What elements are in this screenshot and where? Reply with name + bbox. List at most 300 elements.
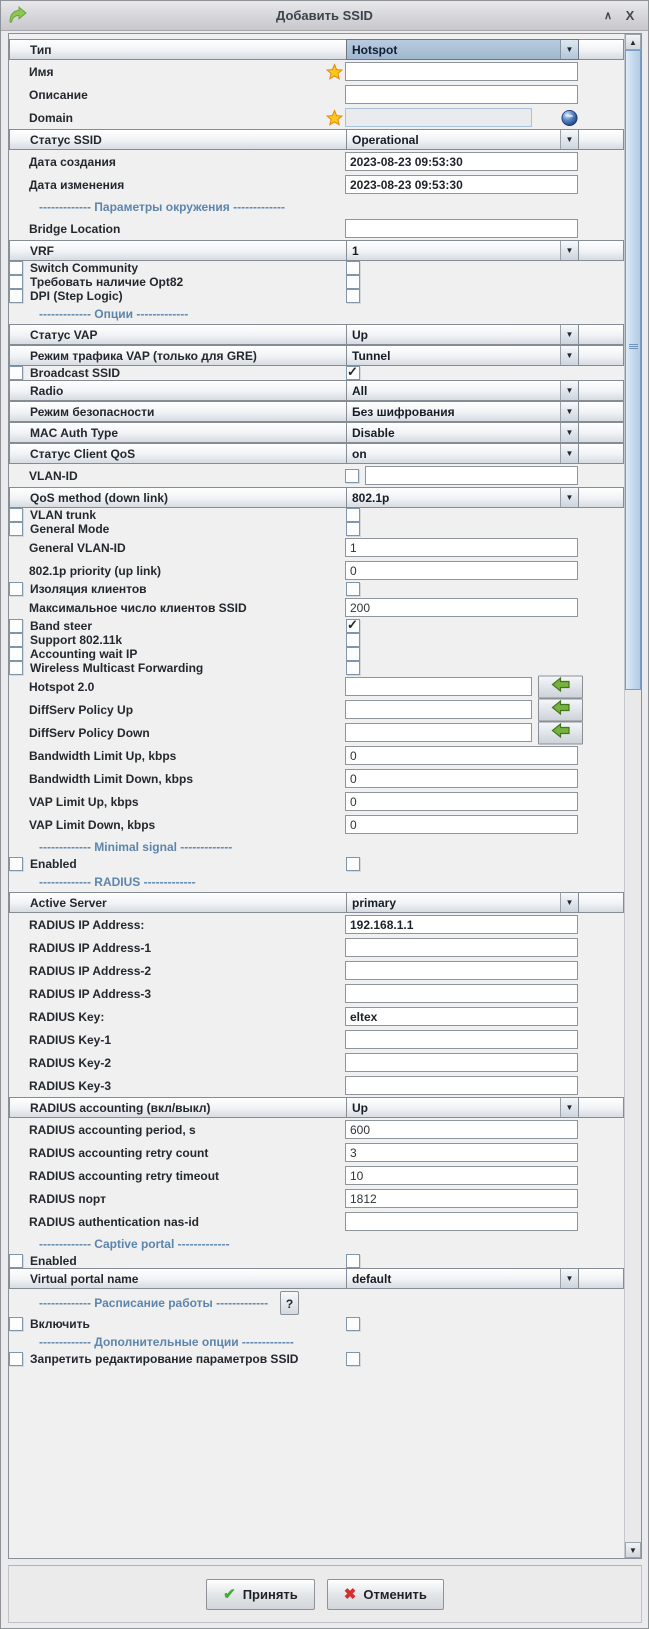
form-row: [9, 217, 624, 240]
text-input[interactable]: [345, 961, 578, 980]
scrollbar-thumb[interactable]: [625, 50, 641, 690]
field-label: Broadcast SSID: [30, 366, 121, 380]
section-header: ------------- Дополнительные опции -------------: [39, 1334, 294, 1349]
form-row: [9, 261, 139, 275]
check-icon: ✔: [223, 1586, 236, 1603]
close-icon[interactable]: X: [625, 8, 635, 23]
form-row: [9, 617, 358, 633]
text-input[interactable]: [345, 175, 578, 194]
form-row: [9, 536, 624, 559]
field-label: Enabled: [30, 1254, 77, 1268]
form-row: [9, 582, 147, 596]
checkbox[interactable]: [345, 469, 359, 483]
form-row: [9, 83, 624, 106]
field-area: [345, 767, 578, 790]
field-label: 802.1p priority (up link): [29, 563, 162, 578]
section-header: ------------- Расписание работы -------------: [39, 1296, 269, 1310]
field-area: [345, 813, 578, 836]
dropdown[interactable]: [346, 443, 579, 464]
text-input-value: 0: [350, 817, 357, 832]
text-input-value: 10: [350, 1168, 364, 1183]
form-row: [9, 1210, 624, 1233]
field-label: RADIUS IP Address-2: [29, 963, 152, 978]
form-row: [9, 443, 624, 464]
text-input[interactable]: [345, 1143, 578, 1162]
chevron-down-icon[interactable]: ▼: [560, 381, 578, 400]
form-row: [9, 60, 624, 83]
text-input-value: 3: [350, 1145, 357, 1160]
field-area: [345, 150, 578, 173]
checkbox[interactable]: [346, 508, 360, 522]
field-label: RADIUS IP Address:: [29, 917, 145, 932]
field-label: RADIUS accounting period, s: [29, 1122, 196, 1137]
field-area: [346, 130, 579, 149]
field-area: [345, 596, 578, 619]
field-area: [346, 1353, 579, 1365]
form-row: [9, 1187, 624, 1210]
form-row: [9, 240, 624, 261]
text-input[interactable]: [345, 108, 532, 127]
text-input[interactable]: [345, 1053, 578, 1072]
dropdown[interactable]: [346, 487, 579, 508]
text-input[interactable]: [345, 598, 578, 617]
dropdown-value: primary: [352, 895, 397, 910]
field-label: VRF: [30, 243, 54, 258]
field-label: DiffServ Policy Down: [29, 725, 150, 740]
dialog-titlebar: [1, 1, 648, 31]
dropdown-value: Без шифрования: [352, 404, 455, 419]
field-label: Accounting wait IP: [30, 647, 138, 661]
field-area: [346, 402, 579, 421]
text-input-value: 600: [350, 1122, 371, 1137]
field-area: [346, 523, 579, 535]
form-row: [9, 106, 624, 129]
field-label: RADIUS Key-2: [29, 1055, 112, 1070]
field-label: RADIUS authentication nas-id: [29, 1214, 200, 1229]
form-row: [9, 647, 138, 661]
form-row: [9, 1005, 624, 1028]
field-area: [346, 583, 579, 595]
form-row: [9, 150, 624, 173]
field-label: RADIUS Key-3: [29, 1078, 112, 1093]
text-input[interactable]: [345, 561, 578, 580]
form-row: [9, 1352, 299, 1366]
section-header: ------------- Minimal signal -------------: [39, 839, 233, 854]
field-area: [345, 60, 578, 83]
form-row: [9, 1164, 624, 1187]
field-label: RADIUS IP Address-3: [29, 986, 152, 1001]
section-header: ------------- Параметры окружения -------------: [39, 199, 286, 214]
field-label: Режим трафика VAP (только для GRE): [30, 348, 257, 363]
field-label: VAP Limit Down, kbps: [29, 817, 156, 832]
field-area: [345, 536, 578, 559]
field-label: VLAN trunk: [30, 508, 96, 522]
text-input[interactable]: [365, 466, 578, 485]
dropdown-value: Disable: [352, 425, 395, 440]
field-label: VAP Limit Up, kbps: [29, 794, 139, 809]
cancel-button-label: Отменить: [363, 1586, 427, 1602]
field-area: [346, 858, 579, 870]
field-area: [346, 444, 579, 463]
field-label: General Mode: [30, 522, 110, 536]
field-area: [345, 936, 578, 959]
text-input-value: 0: [350, 771, 357, 786]
help-button[interactable]: ?: [280, 1291, 299, 1315]
field-label: Статус VAP: [30, 327, 98, 342]
chevron-down-icon[interactable]: ▼: [560, 241, 578, 260]
checkbox[interactable]: [346, 1352, 360, 1366]
field-label: Active Server: [30, 895, 107, 910]
scroll-up-icon[interactable]: ▲: [625, 34, 641, 50]
field-label: DiffServ Policy Up: [29, 702, 134, 717]
text-input-value: 1812: [350, 1191, 377, 1206]
text-input[interactable]: [345, 746, 578, 765]
text-input-value: 2023-08-23 09:53:30: [350, 154, 463, 169]
form-row: [9, 1289, 624, 1317]
text-input-value: eltex: [350, 1009, 378, 1024]
field-label: Требовать наличие Opt82: [30, 275, 184, 289]
form-row: [9, 289, 123, 303]
footer-bar: [8, 1565, 642, 1623]
form-row: [9, 813, 624, 836]
checkbox[interactable]: [346, 619, 360, 633]
dropdown[interactable]: [346, 401, 579, 422]
field-area: [346, 364, 579, 379]
form-row: [9, 345, 624, 366]
dropdown[interactable]: [346, 422, 579, 443]
text-input[interactable]: [345, 1076, 578, 1095]
field-area: [345, 559, 578, 582]
text-input-value: 2023-08-23 09:53:30: [350, 177, 463, 192]
text-input[interactable]: [345, 915, 578, 934]
form-row: [9, 364, 358, 380]
chevron-down-icon[interactable]: ▼: [560, 893, 578, 912]
field-area: [346, 325, 579, 344]
text-input[interactable]: [345, 85, 578, 104]
checkbox[interactable]: [346, 633, 360, 647]
field-area: [345, 1028, 578, 1051]
form-row: [9, 661, 204, 675]
checkmark-icon: ✓: [347, 617, 358, 632]
field-area: [345, 1210, 578, 1233]
text-input-value: 0: [350, 563, 357, 578]
field-label: QoS method (down link): [30, 490, 168, 505]
field-label: Enabled: [30, 857, 77, 871]
text-input-value: 200: [350, 600, 371, 615]
field-label: Имя: [29, 64, 54, 79]
text-input[interactable]: [345, 723, 532, 742]
text-input[interactable]: [345, 538, 578, 557]
text-input[interactable]: [345, 152, 578, 171]
form-row: [9, 892, 624, 913]
pick-value-button[interactable]: [538, 698, 583, 721]
section-header: ------------- RADIUS -------------: [39, 874, 196, 889]
field-area: [345, 698, 578, 721]
field-label: Максимальное число клиентов SSID: [29, 600, 247, 615]
field-label: Hotspot 2.0: [29, 679, 95, 694]
chevron-down-icon[interactable]: ▼: [560, 346, 578, 365]
field-area: [346, 40, 579, 59]
chevron-down-icon[interactable]: ▼: [560, 488, 578, 507]
ssid-form: [9, 34, 624, 1366]
text-input[interactable]: [345, 1030, 578, 1049]
field-area: [346, 346, 579, 365]
field-area: [345, 982, 578, 1005]
field-area: [345, 959, 578, 982]
dropdown[interactable]: [346, 39, 579, 60]
dropdown[interactable]: [346, 892, 579, 913]
field-label: Bridge Location: [29, 221, 121, 236]
text-input[interactable]: [345, 62, 578, 81]
dropdown-value: Tunnel: [352, 348, 391, 363]
text-input[interactable]: [345, 700, 532, 719]
field-label: RADIUS IP Address-1: [29, 940, 152, 955]
accept-button[interactable]: [206, 1579, 315, 1610]
field-label: RADIUS Key-1: [29, 1032, 112, 1047]
form-row: [9, 836, 624, 857]
checkbox[interactable]: [346, 261, 360, 275]
chevron-down-icon[interactable]: ▼: [560, 423, 578, 442]
text-input[interactable]: [345, 1189, 578, 1208]
vertical-scrollbar[interactable]: [624, 34, 641, 1558]
chevron-down-icon[interactable]: ▼: [560, 130, 578, 149]
checkbox[interactable]: [346, 661, 360, 675]
accept-button-label: Принять: [242, 1586, 298, 1602]
collapse-icon[interactable]: ∧: [603, 10, 613, 22]
section-header: ------------- Captive portal -------------: [39, 1236, 230, 1251]
dropdown[interactable]: [346, 380, 579, 401]
pick-value-button[interactable]: [538, 675, 583, 698]
text-input[interactable]: [345, 1212, 578, 1231]
field-area: [345, 675, 578, 698]
green-left-arrow-icon: [551, 676, 571, 697]
field-area: [346, 241, 579, 260]
field-area: [346, 1098, 579, 1117]
dropdown-value: Up: [352, 1100, 368, 1115]
form-row: [9, 767, 624, 790]
form-row: [9, 129, 624, 150]
form-row: [9, 1028, 624, 1051]
dropdown-value: Up: [352, 327, 368, 342]
dropdown[interactable]: [346, 345, 579, 366]
field-area: [346, 262, 579, 274]
cross-icon: ✖: [343, 1586, 357, 1603]
field-label: RADIUS Key:: [29, 1009, 105, 1024]
form-row: [9, 559, 624, 582]
field-area: [346, 634, 579, 646]
checkbox[interactable]: [346, 289, 360, 303]
form-row: [9, 1233, 624, 1254]
cancel-button[interactable]: [327, 1579, 444, 1610]
field-area: [346, 1269, 579, 1288]
checkbox[interactable]: [346, 1254, 360, 1268]
field-label: Запретить редактирование параметров SSID: [30, 1352, 299, 1366]
scrollbar-grip: [629, 344, 638, 350]
field-label: Bandwidth Limit Up, kbps: [29, 748, 177, 763]
section-header: ------------- Опции -------------: [39, 306, 189, 321]
field-label: Wireless Multicast Forwarding: [30, 661, 204, 675]
text-input[interactable]: [345, 1007, 578, 1026]
checkbox[interactable]: [346, 366, 360, 380]
form-row: [9, 39, 624, 60]
checkbox[interactable]: [346, 275, 360, 289]
field-label: Дата изменения: [29, 177, 125, 192]
dropdown[interactable]: [346, 324, 579, 345]
text-input-value: 192.168.1.1: [350, 917, 414, 932]
field-area: [346, 276, 579, 288]
form-row: [9, 487, 624, 508]
dropdown-value: default: [352, 1271, 392, 1286]
field-label: Дата создания: [29, 154, 116, 169]
chevron-down-icon[interactable]: ▼: [560, 325, 578, 344]
chevron-down-icon[interactable]: ▼: [560, 444, 578, 463]
field-label: Описание: [29, 87, 88, 102]
field-area: [345, 1051, 578, 1074]
text-input-value: 1: [350, 540, 357, 555]
field-area: [345, 173, 578, 196]
field-area: [345, 744, 578, 767]
field-label: Support 802.11k: [30, 633, 123, 647]
checkbox[interactable]: [346, 1317, 360, 1331]
field-label: RADIUS порт: [29, 1191, 106, 1206]
field-label: RADIUS accounting (вкл/выкл): [30, 1100, 211, 1115]
form-row: [9, 275, 184, 289]
field-area: [346, 290, 579, 302]
form-row: [9, 913, 624, 936]
field-label: Domain: [29, 110, 74, 125]
chevron-down-icon[interactable]: ▼: [560, 1098, 578, 1117]
form-row: [9, 1141, 624, 1164]
text-input[interactable]: [345, 938, 578, 957]
form-row: [9, 1118, 624, 1141]
text-input[interactable]: [345, 1120, 578, 1139]
field-label: DPI (Step Logic): [30, 289, 123, 303]
dropdown-value: 802.1p: [352, 490, 390, 505]
field-area: [345, 1164, 578, 1187]
form-row: [9, 173, 624, 196]
field-label: RADIUS accounting retry timeout: [29, 1168, 220, 1183]
form-row: [9, 857, 77, 871]
form-row: [9, 936, 624, 959]
field-label: Статус SSID: [30, 132, 102, 147]
field-area: [345, 721, 578, 744]
form-row: [9, 1074, 624, 1097]
form-row: [9, 790, 624, 813]
form-row: [9, 324, 624, 345]
field-area: [346, 1255, 579, 1267]
field-area: [346, 648, 579, 660]
dropdown-value: All: [352, 383, 368, 398]
field-label: Virtual portal name: [30, 1271, 139, 1286]
chevron-down-icon[interactable]: ▼: [560, 1269, 578, 1288]
field-area: [345, 1187, 578, 1210]
field-label: Режим безопасности: [30, 404, 155, 419]
globe-icon[interactable]: [561, 109, 578, 126]
form-row: [9, 1097, 624, 1118]
form-row: [9, 508, 96, 522]
scrollbar-track[interactable]: [625, 50, 641, 1542]
form-row: [9, 1268, 624, 1289]
required-star-icon: [326, 63, 343, 80]
field-area: [346, 1318, 579, 1330]
pick-value-button[interactable]: [538, 721, 583, 744]
text-input[interactable]: [345, 1166, 578, 1185]
form-row: [9, 464, 624, 487]
field-label: Bandwidth Limit Down, kbps: [29, 771, 193, 786]
field-area: [345, 464, 578, 487]
chevron-down-icon[interactable]: ▼: [560, 402, 578, 421]
form-row: [9, 982, 624, 1005]
field-area: [345, 790, 578, 813]
field-label: MAC Auth Type: [30, 425, 118, 440]
green-left-arrow-icon: [551, 722, 571, 743]
dropdown[interactable]: [346, 1097, 579, 1118]
field-label: Изоляция клиентов: [30, 582, 147, 596]
field-area: [345, 1141, 578, 1164]
dropdown-value: Hotspot: [352, 42, 398, 57]
field-label: Switch Community: [30, 261, 139, 275]
field-label: VLAN-ID: [29, 468, 78, 483]
green-left-arrow-icon: [551, 699, 571, 720]
text-input[interactable]: [345, 677, 532, 696]
field-area: [346, 488, 579, 507]
dropdown-value: 1: [352, 243, 359, 258]
form-row: [9, 871, 624, 892]
scroll-down-icon[interactable]: ▼: [625, 1542, 641, 1558]
form-row: [9, 422, 624, 443]
text-input[interactable]: [345, 769, 578, 788]
form-row: [9, 744, 624, 767]
field-area: [346, 893, 579, 912]
checkbox[interactable]: [346, 857, 360, 871]
field-label: Radio: [30, 383, 64, 398]
field-area: [346, 662, 579, 674]
form-row: [9, 1051, 624, 1074]
field-area: [345, 1074, 578, 1097]
dropdown[interactable]: [346, 129, 579, 150]
field-area: [346, 509, 579, 521]
field-label: General VLAN-ID: [29, 540, 126, 555]
form-row: [9, 303, 624, 324]
checkbox[interactable]: [346, 522, 360, 536]
dropdown[interactable]: [346, 1268, 579, 1289]
field-area: [345, 217, 578, 240]
checkbox[interactable]: [346, 582, 360, 596]
text-input-value: 0: [350, 748, 357, 763]
field-area: [346, 423, 579, 442]
form-row: [9, 1254, 77, 1268]
field-area: [346, 617, 579, 632]
form-scroll-area: [8, 33, 642, 1559]
text-input-value: 0: [350, 794, 357, 809]
text-input[interactable]: [345, 984, 578, 1003]
text-input[interactable]: [345, 815, 578, 834]
chevron-down-icon[interactable]: ▼: [560, 40, 578, 59]
field-area: [345, 1118, 578, 1141]
dialog-title: Добавить SSID: [276, 8, 373, 23]
form-row: [9, 633, 123, 647]
dropdown[interactable]: [346, 240, 579, 261]
field-area: [346, 381, 579, 400]
text-input[interactable]: [345, 219, 578, 238]
form-row: [9, 401, 624, 422]
form-row: [9, 959, 624, 982]
checkbox[interactable]: [346, 647, 360, 661]
text-input[interactable]: [345, 792, 578, 811]
form-row: [9, 721, 624, 744]
form-row: [9, 596, 624, 619]
form-row: [9, 698, 624, 721]
